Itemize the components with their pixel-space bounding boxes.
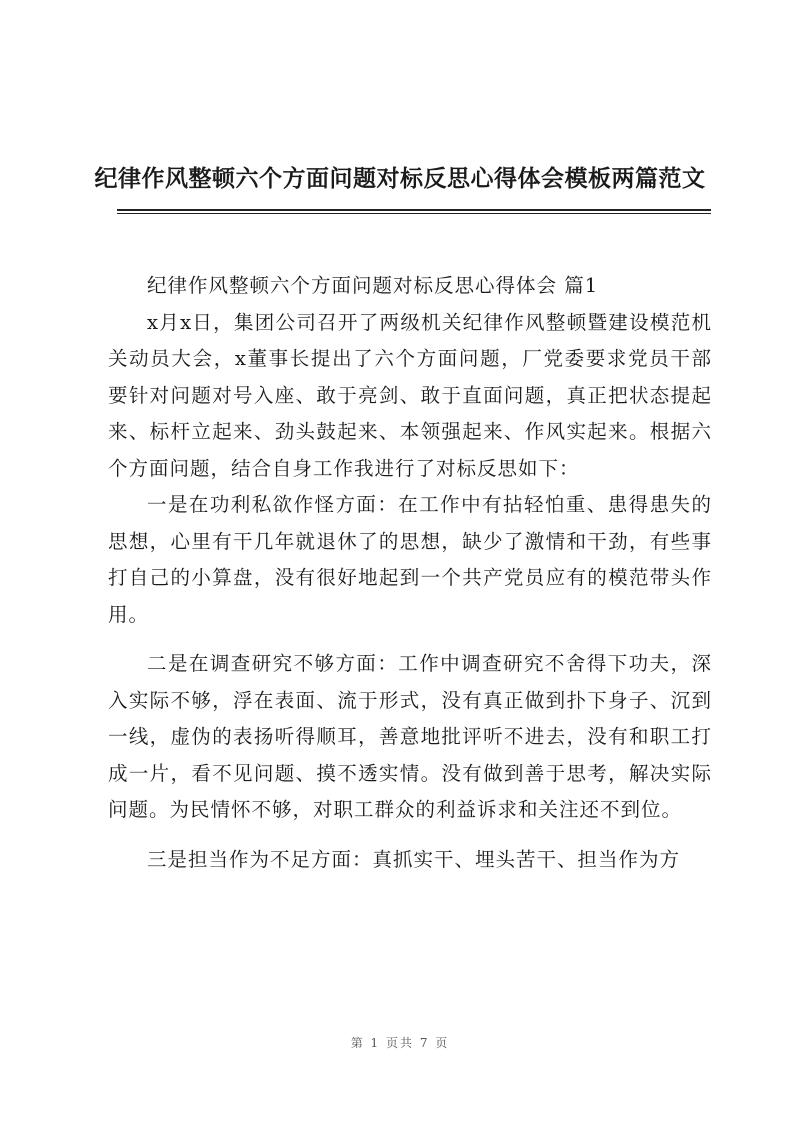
section-heading: 纪律作风整顿六个方面问题对标反思心得体会 篇1 bbox=[147, 274, 599, 297]
paragraph: 三是担当作为不足方面：真抓实干、埋头苦干、担当作为方 bbox=[147, 847, 681, 871]
paragraph: 二是在调查研究不够方面：工作中调查研究不舍得下功夫，深入实际不够，浮在表面、流于形式，没有真正做到扑下身子、沉到一线，虚伪的表扬听得顺耳，善意地批评听不进去，没有和职工打成一片，看不见问题、摸不透实情。没有做到善于思考，解决实际问题。为民情怀不够，对职工群众的利益诉求和关注还不到位。 bbox=[108, 652, 712, 821]
paragraph: x月x日，集团公司召开了两级机关纪律作风整顿暨建设模范机关动员大会，x董事长提出了六个方面问题，厂党委要求党员干部要针对问题对号入座、敢于亮剑、敢于直面问题，真正把状态提起来、标杆立起来、劲头鼓起来、本领强起来、作风实起来。根据六个方面问题，结合自身工作我进行了对标反思如下： bbox=[108, 310, 712, 480]
document-title: 纪律作风整顿六个方面问题对标反思心得体会模板两篇范文 bbox=[94, 166, 706, 192]
document-body bbox=[108, 268, 712, 878]
title-divider bbox=[117, 209, 711, 214]
page-footer: 第 1 页共 7 页 bbox=[350, 1036, 450, 1050]
paragraph: 一是在功利私欲作怪方面：在工作中有拈轻怕重、患得患失的思想，心里有干几年就退休了的思想，缺少了激情和干劲，有些事打自己的小算盘，没有很好地起到一个共产党员应有的模范带头作用。 bbox=[108, 493, 712, 626]
